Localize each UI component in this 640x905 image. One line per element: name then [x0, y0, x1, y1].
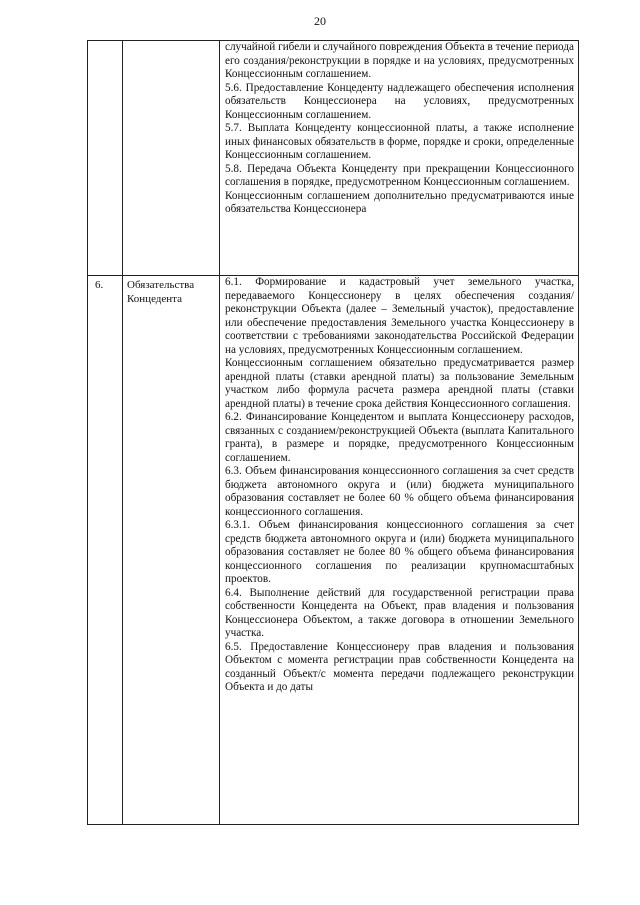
paragraph-5-8: 5.8. Передача Объекта Концеденту при прекращении Концессионного соглашения в порядке, предусмотренном Концессионным соглашением.: [225, 162, 574, 188]
paragraph-6-2: 6.2. Финансирование Концедентом и выплата Концессионеру расходов, связанных с созданием/реконструкцией Объекта (выплата Капитального гранта), в размере и порядке, предусмотренного Концессионным соглашением.: [225, 411, 574, 464]
paragraph-rent: Концессионным соглашением обязательно предусматривается размер арендной платы (ставки арендной платы) за пользование Земельным участком либо формула расчета размера арендной платы (ставки арендной платы) в течение срока действия Концессионного соглашения.: [225, 357, 574, 410]
paragraph-5-5-end: случайной гибели и случайного повреждения Объекта в течение периода его создания/реконструкции в порядке и на условиях, предусмотренных Концессионным соглашением.: [225, 41, 574, 80]
row-content-cell: [220, 276, 579, 825]
document-table: [87, 40, 579, 825]
paragraph-6-5: 6.5. Предоставление Концессионеру прав владения и пользования Объектом с момента регистрации прав собственности Концедента на созданный Объект/с момента передачи подлежащего реконструкции Объекта и до даты: [225, 640, 574, 693]
paragraph-6-1: 6.1. Формирование и кадастровый учет земельного участка, передаваемого Концессионеру в целях обеспечения создания/реконструкции Объекта (далее – Земельный участок), предоставление или обеспечение предоставления Земельного участка Концессионеру в соответствии с требованиями законодательства Российской Федерации на условиях, предусмотренных Концессионным соглашением.: [225, 276, 574, 356]
row-title-cell: Обязательства Концедента: [123, 276, 220, 825]
paragraph-6-3-1: 6.3.1. Объем финансирования концессионного соглашения за счет средств бюджета автономного округа и (или) бюджета муниципального образования составляет не более 80 % общего объема финансирования концессионного соглашения по реализации крупномасштабных проектов.: [225, 519, 574, 585]
row-number-cell: [88, 41, 123, 276]
table-row-continuation: [88, 41, 579, 276]
row-number-cell: 6.: [88, 276, 123, 825]
paragraph-6-3: 6.3. Объем финансирования концессионного соглашения за счет средств бюджета автономного округа и (или) бюджета муниципального образования составляет не более 60 % общего объема финансирования концессионного соглашения.: [225, 465, 574, 518]
row-title-cell: [123, 41, 220, 276]
table-row-6: [88, 276, 579, 825]
paragraph-5-6: 5.6. Предоставление Концеденту надлежащего обеспечения исполнения обязательств Концессионера на условиях, предусмотренных Концессионным соглашением.: [225, 81, 574, 121]
paragraph-additional-obligations: Концессионным соглашением дополнительно предусматриваются иные обязательства Концессионера: [225, 189, 574, 215]
row-content-cell: [220, 41, 579, 276]
page-number: 20: [314, 14, 326, 28]
paragraph-5-7: 5.7. Выплата Концеденту концессионной платы, а также исполнение иных финансовых обязательств в форме, порядке и сроки, определенные Концессионным соглашением.: [225, 122, 574, 161]
paragraph-6-4: 6.4. Выполнение действий для государственной регистрации права собственности Концедента на Объект, прав владения и пользования Концессионера Объектом, а также договора в отношении Земельного участка.: [225, 586, 574, 639]
